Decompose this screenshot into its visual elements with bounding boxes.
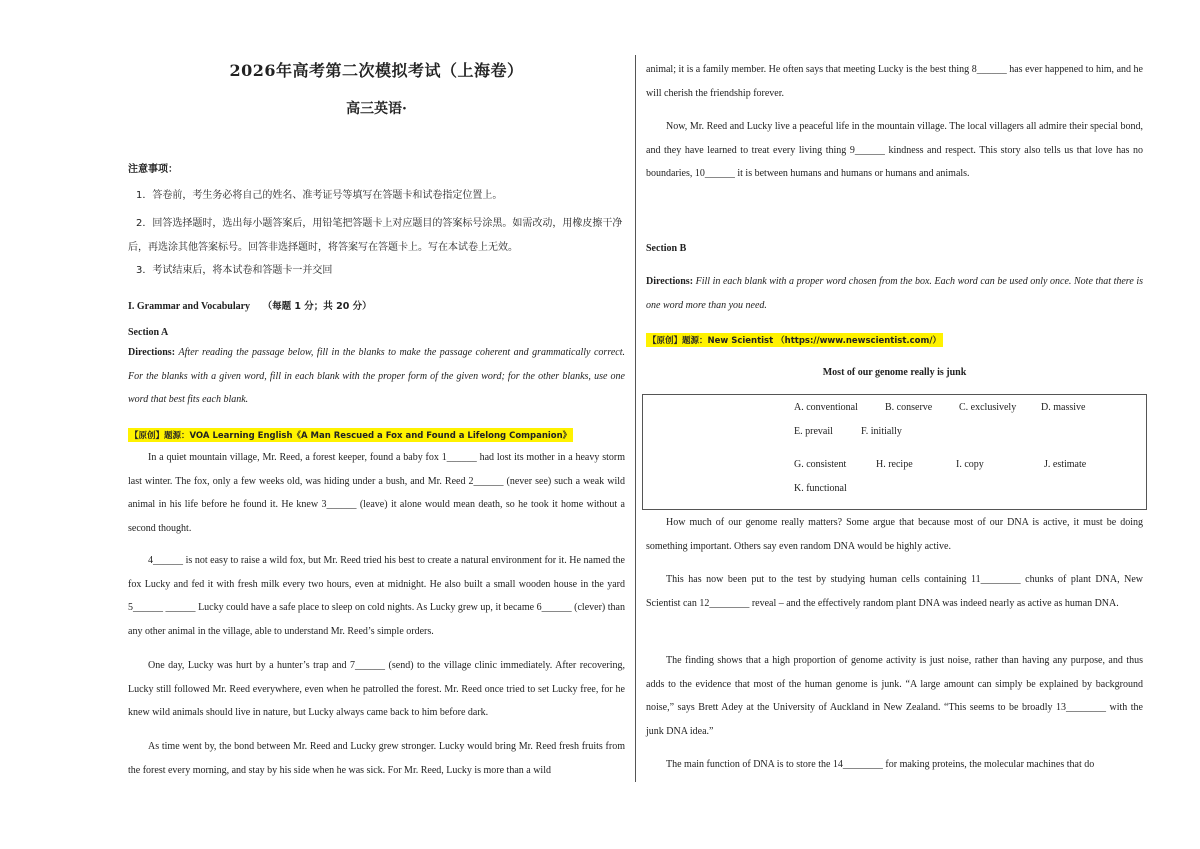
passage-paragraph: As time went by, the bond between Mr. Reed and Lucky grew stronger. Lucky would bring Mr. Reed fresh fruits from the forest every morning, and stay by his side when he was sick. For Mr. Reed, Lucky is more than a wild bbox=[128, 741, 625, 776]
directions-text: After reading the passage below, fill in the blanks to make the passage coherent and grammatically correct. For the blanks with a given word, fill in each blank with the proper form of the given word; for the other blanks, use one word that best fits each blank. bbox=[128, 347, 626, 405]
passage-paragraph: 4______ is not easy to raise a wild fox, but Mr. Reed tried his best to create a natural environment for it. He named the fox Lucky and fed it with fresh milk every two hours, even at midnight. He also built a small wooden house in the yard 5______ ______ Lucky could have a safe place to sleep on cold nights. As Lucky grew up, it became 6______ (clever) than any other animal in the village, able to understand Mr. Reed’s simple orders. bbox=[128, 555, 625, 637]
passage-paragraph: One day, Lucky was hurt by a hunter’s trap and 7______ (send) to the village clinic immediately. After recovering, Lucky still followed Mr. Reed everywhere, even when he patrolled the forest. Mr. Reed once tried to set Lucky free, for he knew wild animals should live in nature, but Lucky always came back to him before dark. bbox=[128, 660, 625, 718]
word-option: G. consistent bbox=[794, 459, 847, 470]
directions-text: Fill in each blank with a proper word chosen from the box. Each word can be used only once. Note that there is one word more than you need. bbox=[646, 276, 1144, 311]
word-option: I. copy bbox=[956, 459, 984, 470]
section-a-directions bbox=[128, 341, 625, 412]
part-score: （每题 1 分；共 20 分） bbox=[262, 301, 372, 312]
article-paragraph: This has now been put to the test by studying human cells containing 11________ chunks of plant DNA, New Scientist can 12________ reveal – and the effectively random plant DNA was indeed nearly as active as human DNA. bbox=[646, 574, 1143, 609]
word-option: J. estimate bbox=[1044, 459, 1087, 470]
column-divider bbox=[635, 55, 636, 782]
article-paragraph: How much of our genome really matters? Some argue that because most of our DNA is active, it must be doing something important. Others say even random DNA would be highly active. bbox=[646, 517, 1143, 552]
directions-label: Directions: bbox=[646, 276, 694, 287]
word-option: H. recipe bbox=[876, 459, 913, 470]
word-option: C. exclusively bbox=[959, 402, 1017, 413]
passage-paragraph: In a quiet mountain village, Mr. Reed, a forest keeper, found a baby fox 1______ had lost its mother in a heavy storm last winter. The fox, only a few weeks old, was hiding under a bush, and Mr. Reed 2______ (never see) such a weak wild animal in his life before he found it. He knew 3______ (leave) it alone would mean death, so he took it home without a second thought. bbox=[128, 452, 625, 534]
article-paragraph: The finding shows that a high proportion of genome activity is just noise, rather than having any purpose, and thus adds to the evidence that most of the human genome is junk. “A large amount can simply be explained by background noise,” says Brett Adey at the University of Auckland in New Zealand. “This seems to be broadly 13________ with the junk DNA idea.” bbox=[646, 655, 1143, 737]
section-b-label: Section B bbox=[646, 243, 687, 254]
notice-item-1: 1．答卷前，考生务必将自己的姓名、准考证号等填写在答题卡和试卷指定位置上。 bbox=[136, 190, 503, 201]
exam-subtitle: 高三英语· bbox=[346, 101, 407, 117]
section-a-source: 【原创】题源：VOA Learning English《A Man Rescued a Fox and Found a Lifelong Companion》 bbox=[128, 428, 573, 442]
passage-continued: Now, Mr. Reed and Lucky live a peaceful life in the mountain village. The local villagers all admire their special bond, and they have learned to treat every living thing 9______ kindness and respect. This story also tells us that love has no boundaries, 10______ it is between humans and humans or humans and animals. bbox=[646, 121, 1143, 179]
exam-title: 2026年高考第二次模拟考试（上海卷） bbox=[229, 61, 524, 80]
word-box bbox=[642, 394, 1147, 510]
passage-continued: animal; it is a family member. He often says that meeting Lucky is the best thing 8______ has ever happened to him, and he will cherish the friendship forever. bbox=[646, 64, 1143, 99]
word-option: D. massive bbox=[1041, 402, 1086, 413]
part-title bbox=[128, 298, 372, 312]
notice-title: 注意事项： bbox=[128, 164, 178, 175]
section-b-directions bbox=[646, 270, 1143, 317]
word-option: B. conserve bbox=[885, 402, 933, 413]
section-b-source: 【原创】题源：New Scientist （https://www.newscientist.com/） bbox=[646, 333, 943, 347]
directions-label: Directions: bbox=[128, 347, 176, 358]
word-option: F. initially bbox=[861, 426, 902, 437]
section-a-label: Section A bbox=[128, 327, 169, 338]
word-option: K. functional bbox=[794, 483, 847, 494]
notice-item-2: 2．回答选择题时，选出每小题答案后，用铅笔把答题卡上对应题目的答案标号涂黑。如需改动，用橡皮擦干净后，再选涂其他答案标号。回答非选择题时，将答案写在答题卡上。写在本试卷上无效。 bbox=[128, 218, 623, 253]
article-paragraph: The main function of DNA is to store the 14________ for making proteins, the molecular machines that do bbox=[666, 759, 1095, 770]
article-title: Most of our genome really is junk bbox=[822, 367, 967, 378]
word-option: A. conventional bbox=[794, 402, 858, 413]
notice-item-3: 3．考试结束后，将本试卷和答题卡一并交回 bbox=[136, 265, 333, 276]
part-title-text: I. Grammar and Vocabulary bbox=[128, 301, 251, 312]
word-option: E. prevail bbox=[794, 426, 833, 437]
